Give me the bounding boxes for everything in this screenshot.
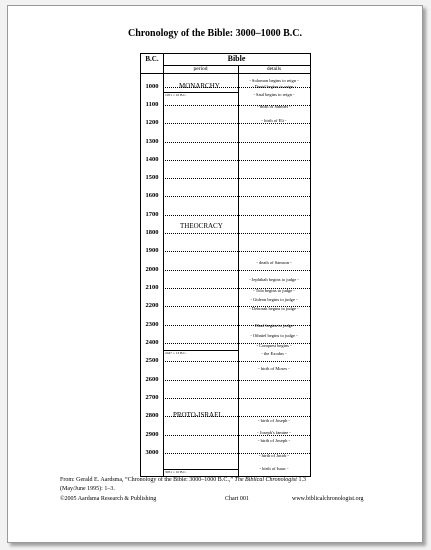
year-label: 3000: [145, 449, 159, 456]
year-label: 1900: [145, 247, 159, 254]
detail-event: - birth of Joseph -: [258, 438, 290, 443]
detail-event: - Jephthah begins to judge -: [249, 277, 299, 282]
detail-event: - Deborah begins to judge -: [249, 306, 299, 311]
header-bc: B.C.: [145, 55, 159, 63]
century-rule: [163, 160, 310, 161]
year-label: 2100: [145, 284, 159, 291]
detail-event: - Joseph's famine -: [257, 430, 291, 435]
citation-line-1: [60, 477, 306, 483]
detail-event: - birth of Joseph -: [258, 418, 290, 423]
century-rule: [163, 142, 310, 143]
year-label: 2700: [145, 394, 159, 401]
detail-event: - death of Samson -: [256, 260, 292, 265]
year-label: 1000: [145, 83, 159, 90]
century-rule: [163, 380, 310, 381]
year-label: 1100: [145, 101, 159, 108]
header-period: period: [193, 66, 208, 72]
year-label: 1800: [145, 229, 159, 236]
detail-event: - Tola begins to judge -: [253, 288, 295, 293]
year-label: 1500: [145, 174, 159, 181]
century-rule: [163, 361, 310, 362]
century-rule: [163, 178, 310, 179]
page-title: Chronology of the Bible: 3000–1000 B.C.: [128, 28, 302, 39]
century-rule: [163, 398, 310, 399]
period-proto-israel: PROTO-ISRAEL: [173, 411, 223, 419]
year-label: 1300: [145, 138, 159, 145]
year-label: 1600: [145, 192, 159, 199]
century-rule: [163, 215, 310, 216]
detail-event: - Solomon begins to reign -: [249, 78, 299, 83]
detail-event: - birth of Moses -: [258, 366, 290, 371]
chart-number: Chart 001: [225, 496, 249, 502]
century-rule: [163, 251, 310, 252]
year-label: 2000: [145, 266, 159, 273]
year-label: 1400: [145, 156, 159, 163]
year-label: 2800: [145, 412, 159, 419]
detail-event: - Ehud begins to judge -: [252, 323, 296, 328]
website-link[interactable]: www.biblicalchronologist.org: [292, 496, 364, 502]
year-label: 2200: [145, 302, 159, 309]
monarchy-boundary-label: 1051 = 10 B.C.: [165, 93, 187, 97]
detail-event: - Gideon begins to judge -: [250, 297, 298, 302]
year-column-divider: [163, 54, 164, 476]
header-details: details: [266, 66, 282, 72]
year-label: 1700: [145, 211, 159, 218]
detail-event: - birth of Samuel -: [257, 104, 291, 109]
detail-event: - Othniel begins to judge -: [250, 333, 298, 338]
year-label: 1200: [145, 119, 159, 126]
century-rule: [163, 196, 310, 197]
detail-event: - Conquest begins -: [256, 343, 292, 348]
period-monarchy: MONARCHY: [179, 82, 220, 90]
detail-event: - the Exodus -: [261, 351, 287, 356]
citation-text: From: Gerald E. Aardsma, “Chronology of the Bible: 3000–1000 B.C.,”: [60, 477, 233, 483]
detail-event: - birth of Eli -: [261, 118, 287, 123]
year-label: 2400: [145, 339, 159, 346]
year-label: 2500: [145, 357, 159, 364]
document-page: [7, 5, 423, 543]
year-label: 2300: [145, 321, 159, 328]
citation-line-2: (May/June 1995): 1–3.: [60, 486, 115, 492]
theocracy-boundary-label: 2447 = 13 B.C.: [165, 351, 187, 355]
year-label: 2600: [145, 376, 159, 383]
header-bottom-rule: [141, 73, 310, 74]
year-label: 2900: [145, 431, 159, 438]
period-theocracy: THEOCRACY: [180, 222, 223, 230]
citation-volume: 1.3: [296, 477, 306, 483]
detail-event: - Saul begins to reign -: [253, 92, 295, 97]
detail-event: - David begins to reign -: [251, 84, 297, 89]
journal-title: The Biblical Chronologist: [234, 477, 297, 483]
detail-event: - birth of Jacob -: [259, 453, 289, 458]
century-rule: [163, 270, 310, 271]
header-bible: Bible: [227, 54, 246, 63]
century-rule: [163, 233, 310, 234]
proto-israel-boundary-label: 3051 = 10 B.C.: [165, 470, 187, 474]
detail-event: - birth of Isaac -: [259, 466, 289, 471]
chronology-table: [140, 53, 311, 477]
copyright-notice: ©2005 Aardsma Research & Publishing: [60, 496, 157, 502]
